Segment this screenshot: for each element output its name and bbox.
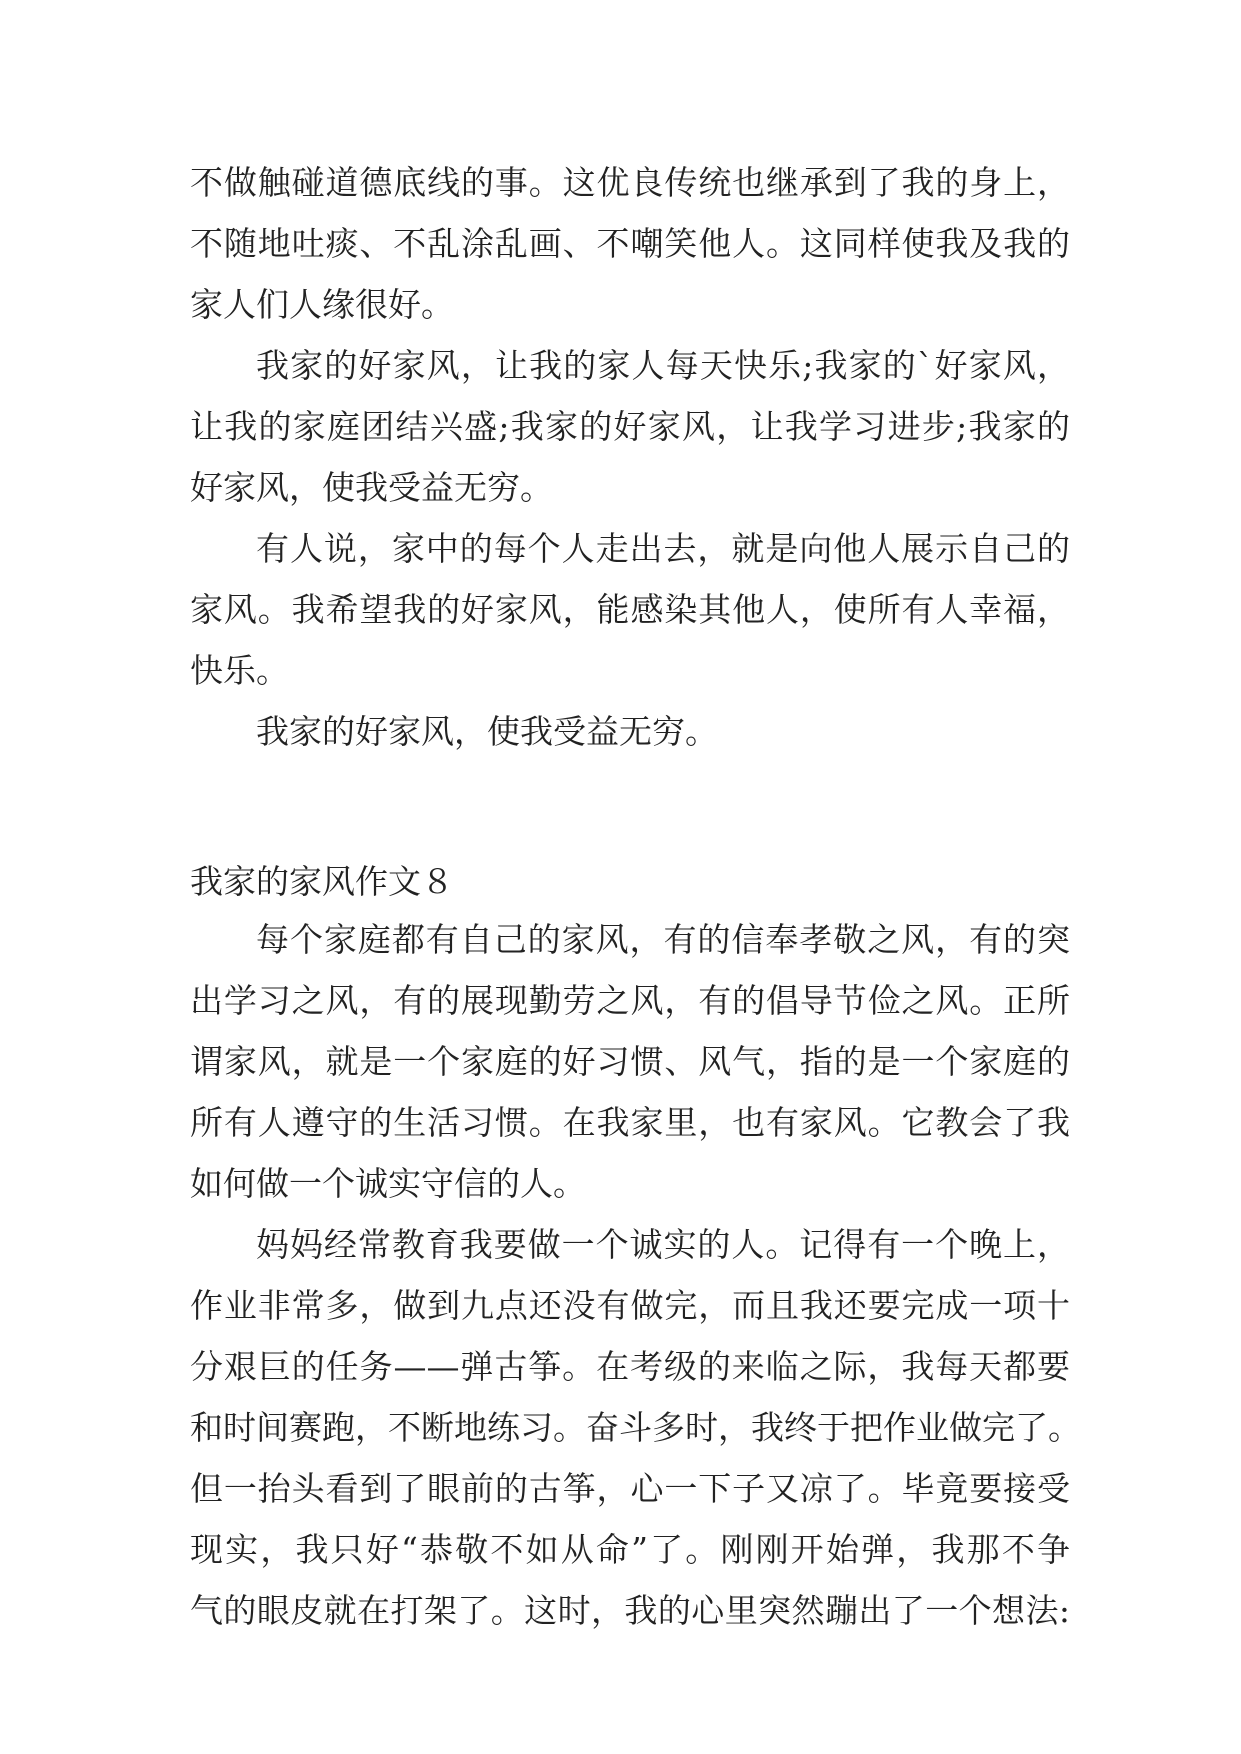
paragraph-line: 谓家风，就是一个家庭的好习惯、风气，指的是一个家庭的 bbox=[190, 1042, 1070, 1081]
paragraph-line: 不做触碰道德底线的事。这优良传统也继承到了我的身上， bbox=[190, 163, 1070, 202]
paragraph-line: 我家的好家风，使我受益无穷。 bbox=[256, 712, 718, 751]
paragraph-line: 不随地吐痰、不乱涂乱画、不嘲笑他人。这同样使我及我的 bbox=[190, 224, 1070, 263]
paragraph-line: 和时间赛跑，不断地练习。奋斗多时，我终于把作业做完了。 bbox=[190, 1408, 1081, 1447]
paragraph-line: 每个家庭都有自己的家风，有的信奉孝敬之风，有的突 bbox=[256, 920, 1070, 959]
paragraph-line: 出学习之风，有的展现勤劳之风，有的倡导节俭之风。正所 bbox=[190, 981, 1070, 1020]
document-body bbox=[190, 152, 1081, 1641]
paragraph-line: 分艰巨的任务——弹古筝。在考级的来临之际，我每天都要 bbox=[190, 1347, 1070, 1386]
paragraph-line: 气的眼皮就在打架了。这时，我的心里突然蹦出了一个想法: bbox=[190, 1591, 1070, 1630]
paragraph-line: 我家的好家风，让我的家人每天快乐;我家的`好家风， bbox=[256, 346, 1070, 385]
section-heading: 我家的家风作文８ bbox=[190, 862, 454, 901]
paragraph-line: 家人们人缘很好。 bbox=[190, 285, 454, 324]
paragraph-line: 所有人遵守的生活习惯。在我家里，也有家风。它教会了我 bbox=[190, 1103, 1070, 1142]
paragraph-line: 如何做一个诚实守信的人。 bbox=[190, 1164, 586, 1203]
paragraph-line: 妈妈经常教育我要做一个诚实的人。记得有一个晚上， bbox=[256, 1225, 1070, 1264]
paragraph-line: 让我的家庭团结兴盛;我家的好家风，让我学习进步;我家的 bbox=[190, 407, 1070, 446]
paragraph-line: 好家风，使我受益无穷。 bbox=[190, 468, 553, 507]
paragraph-line: 快乐。 bbox=[190, 651, 289, 690]
paragraph-line: 现实，我只好“恭敬不如从命”了。刚刚开始弹，我那不争 bbox=[190, 1530, 1070, 1569]
paragraph-line: 有人说，家中的每个人走出去，就是向他人展示自己的 bbox=[256, 529, 1070, 568]
spacer bbox=[190, 762, 1070, 854]
paragraph-line: 作业非常多，做到九点还没有做完，而且我还要完成一项十 bbox=[190, 1286, 1070, 1325]
paragraph-line: 但一抬头看到了眼前的古筝，心一下子又凉了。毕竟要接受 bbox=[190, 1469, 1070, 1508]
paragraph-line: 家风。我希望我的好家风，能感染其他人，使所有人幸福， bbox=[190, 590, 1070, 629]
